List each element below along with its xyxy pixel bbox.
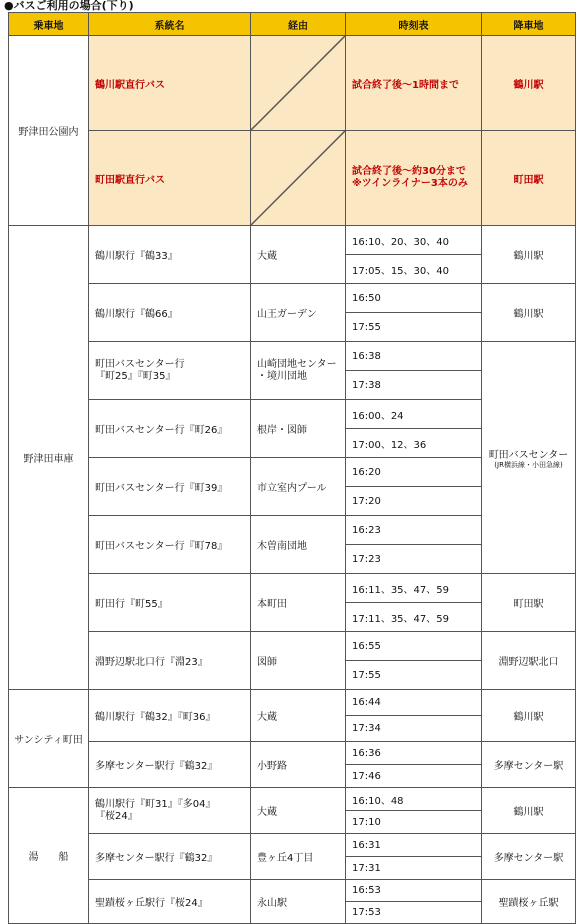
destination-cell: 鶴川駅 bbox=[482, 36, 576, 131]
time-cell: 17:00、12、36 bbox=[346, 429, 482, 458]
via-empty-cell bbox=[251, 131, 346, 226]
table-row bbox=[9, 284, 576, 313]
time-cell: 17:53 bbox=[346, 902, 482, 924]
destination-cell: 聖蹟桜ヶ丘駅 bbox=[482, 880, 576, 924]
time-cell: 17:23 bbox=[346, 545, 482, 574]
time-cell: 17:46 bbox=[346, 765, 482, 788]
table-row bbox=[9, 574, 576, 603]
time-cell: 17:55 bbox=[346, 313, 482, 342]
table-row bbox=[9, 834, 576, 857]
via-cell: 豊ヶ丘4丁目 bbox=[251, 834, 346, 880]
table-row bbox=[9, 226, 576, 255]
via-cell: 本町田 bbox=[251, 574, 346, 632]
table-row bbox=[9, 36, 576, 131]
time-cell: 16:55 bbox=[346, 632, 482, 661]
table-row bbox=[9, 880, 576, 902]
time-cell: 16:50 bbox=[346, 284, 482, 313]
time-cell: 17:38 bbox=[346, 371, 482, 400]
table-row bbox=[9, 742, 576, 765]
destination-cell: 町田駅 bbox=[482, 131, 576, 226]
route-line: 鶴川駅行『町31』『多04』 bbox=[95, 798, 216, 810]
destination-cell: 鶴川駅 bbox=[482, 690, 576, 742]
destination-cell bbox=[482, 342, 576, 574]
route-cell: 多摩センター駅行『鶴32』 bbox=[89, 834, 251, 880]
header-boarding-stop: 乗車地 bbox=[9, 13, 89, 36]
time-cell: 16:10、48 bbox=[346, 788, 482, 811]
time-cell: 17:31 bbox=[346, 857, 482, 880]
boarding-stop-cell: 湯 船 bbox=[9, 788, 89, 924]
route-cell: 町田行『町55』 bbox=[89, 574, 251, 632]
via-empty-cell bbox=[251, 36, 346, 131]
route-cell bbox=[89, 342, 251, 400]
time-cell: 試合終了後〜1時間まで bbox=[346, 36, 482, 131]
bus-timetable bbox=[8, 12, 576, 924]
time-cell: 16:36 bbox=[346, 742, 482, 765]
route-cell: 鶴川駅行『鶴33』 bbox=[89, 226, 251, 284]
via-cell: 根岸・図師 bbox=[251, 400, 346, 458]
destination-cell: 多摩センター駅 bbox=[482, 742, 576, 788]
via-cell: 小野路 bbox=[251, 742, 346, 788]
via-cell: 大蔵 bbox=[251, 226, 346, 284]
via-line: ・境川団地 bbox=[257, 370, 307, 382]
via-cell: 永山駅 bbox=[251, 880, 346, 924]
boarding-stop-cell: 野津田車庫 bbox=[9, 226, 89, 690]
route-cell: 町田バスセンター行『町26』 bbox=[89, 400, 251, 458]
time-cell: 17:11、35、47、59 bbox=[346, 603, 482, 632]
route-cell: 聖蹟桜ヶ丘駅行『桜24』 bbox=[89, 880, 251, 924]
time-cell: 17:20 bbox=[346, 487, 482, 516]
time-note: ※ツインライナー3本のみ bbox=[352, 178, 468, 189]
time-cell: 17:34 bbox=[346, 716, 482, 742]
time-cell: 17:10 bbox=[346, 811, 482, 834]
via-cell: 大蔵 bbox=[251, 788, 346, 834]
via-cell bbox=[251, 342, 346, 400]
time-cell: 16:00、24 bbox=[346, 400, 482, 429]
destination-label: 町田バスセンター bbox=[488, 449, 569, 461]
header-alighting-stop: 降車地 bbox=[482, 13, 576, 36]
destination-cell: 町田駅 bbox=[482, 574, 576, 632]
time-cell: 16:53 bbox=[346, 880, 482, 902]
time-cell: 17:55 bbox=[346, 661, 482, 690]
table-row bbox=[9, 131, 576, 226]
time-cell bbox=[346, 131, 482, 226]
time-cell: 17:05、15、30、40 bbox=[346, 255, 482, 284]
route-cell: 鶴川駅行『鶴32』『町36』 bbox=[89, 690, 251, 742]
time-cell: 16:31 bbox=[346, 834, 482, 857]
time-cell: 16:23 bbox=[346, 516, 482, 545]
time-line: 試合終了後〜約30分まで bbox=[352, 166, 466, 177]
destination-cell: 淵野辺駅北口 bbox=[482, 632, 576, 690]
route-line: 『町25』『町35』 bbox=[95, 370, 176, 382]
boarding-stop-cell: 野津田公園内 bbox=[9, 36, 89, 226]
route-cell: 町田バスセンター行『町78』 bbox=[89, 516, 251, 574]
time-cell: 16:38 bbox=[346, 342, 482, 371]
destination-cell: 鶴川駅 bbox=[482, 788, 576, 834]
route-cell: 多摩センター駅行『鶴32』 bbox=[89, 742, 251, 788]
time-cell: 16:10、20、30、40 bbox=[346, 226, 482, 255]
route-cell: 淵野辺駅北口行『淵23』 bbox=[89, 632, 251, 690]
destination-cell: 鶴川駅 bbox=[482, 284, 576, 342]
via-cell: 図師 bbox=[251, 632, 346, 690]
route-line: 町田バスセンター行 bbox=[95, 358, 185, 370]
destination-cell: 多摩センター駅 bbox=[482, 834, 576, 880]
route-cell bbox=[89, 788, 251, 834]
time-cell: 16:44 bbox=[346, 690, 482, 716]
header-timetable: 時刻表 bbox=[346, 13, 482, 36]
via-cell: 木曽南団地 bbox=[251, 516, 346, 574]
route-cell: 鶴川駅直行バス bbox=[89, 36, 251, 131]
time-cell: 16:20 bbox=[346, 458, 482, 487]
route-cell: 鶴川駅行『鶴66』 bbox=[89, 284, 251, 342]
via-cell: 市立室内プール bbox=[251, 458, 346, 516]
page-title: ●バスご利用の場合(下り) bbox=[4, 0, 134, 12]
header-via: 経由 bbox=[251, 13, 346, 36]
destination-cell: 鶴川駅 bbox=[482, 226, 576, 284]
via-cell: 大蔵 bbox=[251, 690, 346, 742]
header-route-name: 系統名 bbox=[89, 13, 251, 36]
route-cell: 町田バスセンター行『町39』 bbox=[89, 458, 251, 516]
route-cell: 町田駅直行バス bbox=[89, 131, 251, 226]
table-row bbox=[9, 632, 576, 661]
destination-sublabel: (JR横浜線・小田急線) bbox=[494, 460, 563, 469]
table-row bbox=[9, 342, 576, 371]
via-line: 山崎団地センター bbox=[257, 358, 337, 370]
header-row bbox=[9, 13, 576, 36]
via-cell: 山王ガーデン bbox=[251, 284, 346, 342]
table-row bbox=[9, 788, 576, 811]
route-line: 『桜24』 bbox=[95, 810, 138, 822]
boarding-stop-cell: サンシティ町田 bbox=[9, 690, 89, 788]
time-cell: 16:11、35、47、59 bbox=[346, 574, 482, 603]
table-row bbox=[9, 690, 576, 716]
